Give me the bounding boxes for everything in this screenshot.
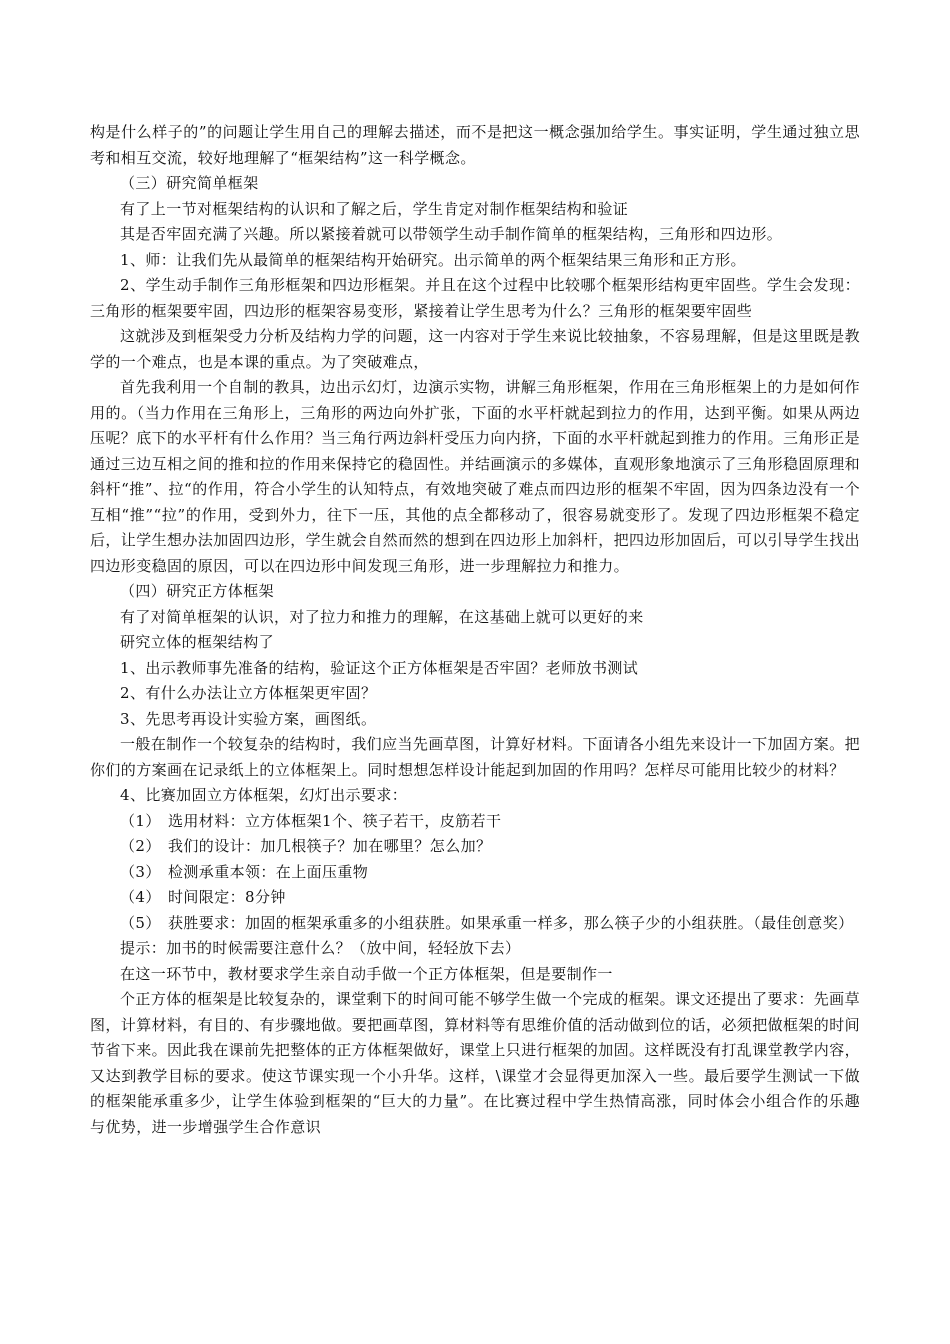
requirement-item	[90, 860, 860, 886]
paragraph: 1、师：让我们先从最简单的框架结构开始研究。出示简单的两个框架结果三角形和正方形。	[120, 250, 746, 269]
item-text: 获胜要求：加固的框架承重多的小组获胜。如果承重一样多，那么筷子少的小组获胜。（最佳创意奖）	[168, 913, 854, 932]
paragraph: 个正方体的框架是比较复杂的，课堂剩下的时间可能不够学生做一个完成的框架。课文还提出了要求：先画草图，计算材料，有目的、有步骤地做。要把画草图，算材料等有思维价值的活动做到位的话，必须把做框架的时间节省下来。因此我在课前先把整体的正方体框架做好，课堂上只进行框架的加固。这样既没有打乱课堂教学内容，又达到教学目标的要求。使这节课实现一个小升华。这样，\课堂才会显得更加深入一些。最后要学生测试一下做的框架能承重多少，让学生体验到框架的“巨大的力量”。在比赛过程中学生热情高涨，同时体会小组合作的乐趣与优势，进一步增强学生合作意识	[90, 990, 861, 1136]
item-text: 检测承重本领：在上面压重物	[168, 862, 369, 881]
section-heading: （三）研究简单框架	[120, 174, 259, 192]
document-body	[90, 120, 860, 1140]
item-number: （2）	[120, 837, 161, 855]
paragraph: 首先我利用一个自制的教具，边出示幻灯，边演示实物，讲解三角形框架，作用在三角形框架上的力是如何作用的。（当力作用在三角形上，三角形的两边向外扩张，下面的水平杆就起到拉力的作用，达到平衡。如果从两边压呢？底下的水平杆有什么作用？当三角行两边斜杆受压力向内挤，下面的水平杆就起到推力的作用。三角形正是通过三边互相之间的推和拉的作用来保持它的稳固性。并结画演示的多媒体，直观形象地演示了三角形稳固原理和斜杆“推”、拉“的作用，符合小学生的认知特点，有效地突破了难点而四边形的框架不牢固，因为四条边没有一个互相“推”“拉”的作用，受到外力，往下一压，其他的点全都移动了，很容易就变形了。发现了四边形框架不稳定后，让学生想办法加固四边形，学生就会自然而然的想到在四边形上加斜杆，把四边形加固后，可以引导学生找出四边形变稳固的原因，可以在四边形中间发现三角形，进一步理解拉力和推力。	[90, 378, 861, 575]
requirement-item	[90, 834, 860, 860]
item-number: （5）	[120, 913, 161, 932]
paragraph: 有了对简单框架的认识，对了拉力和推力的理解，在这基础上就可以更好的来	[120, 607, 644, 626]
item-number: （4）	[120, 888, 161, 906]
paragraph: 4、比赛加固立方体框架，幻灯出示要求：	[120, 786, 408, 804]
item-text: 选用材料：立方体框架1个、筷子若干，皮筋若干	[168, 811, 502, 830]
paragraph: 构是什么样子的”的问题让学生用自己的理解去描述，而不是把这一概念强加给学生。事实证明，学生通过独立思考和相互交流，较好地理解了“框架结构”这一科学概念。	[90, 123, 860, 167]
section-heading: （四）研究正方体框架	[120, 582, 275, 600]
paragraph: 1、出示教师事先准备的结构，验证这个正方体框架是否牢固？老师放书测试	[120, 658, 639, 677]
paragraph: 这就涉及到框架受力分析及结构力学的问题，这一内容对于学生来说比较抽象，不容易理解，但是这里既是教学的一个难点，也是本课的重点。为了突破难点，	[90, 327, 860, 371]
paragraph: 3、先思考再设计实验方案，画图纸。	[120, 709, 377, 728]
item-number: （3）	[120, 862, 161, 881]
paragraph: 一般在制作一个较复杂的结构时，我们应当先画草图，计算好材料。下面请各小组先来设计一下加固方案。把你们的方案画在记录纸上的立体框架上。同时想想怎样设计能起到加固的作用吗？怎样尽可能用比较少的材料？	[90, 735, 860, 779]
paragraph: 在这一环节中，教材要求学生亲自动手做一个正方体框架，但是要制作一	[120, 964, 613, 983]
paragraph: 提示：加书的时候需要注意什么？（放中间，轻轻放下去）	[120, 939, 521, 957]
paragraph: 2、学生动手制作三角形框架和四边形框架。并且在这个过程中比较哪个框架形结构更牢固些。学生会发现：三角形的框架要牢固，四边形的框架容易变形，紧接着让学生思考为什么？三角形的框架要牢固些	[90, 276, 860, 320]
paragraph: 研究立体的框架结构了	[120, 633, 275, 651]
requirement-item	[90, 885, 860, 911]
item-number: （1）	[120, 811, 161, 830]
requirement-item	[90, 809, 860, 835]
paragraph: 2、有什么办法让立方体框架更牢固？	[120, 684, 377, 702]
requirement-item	[90, 911, 860, 937]
item-text: 我们的设计：加几根筷子？加在哪里？怎么加？	[168, 837, 492, 855]
paragraph: 其是否牢固充满了兴趣。所以紧接着就可以带领学生动手制作简单的框架结构，三角形和四边形。	[120, 225, 783, 243]
item-text: 时间限定：8分钟	[168, 888, 286, 906]
paragraph: 有了上一节对框架结构的认识和了解之后，学生肯定对制作框架结构和验证	[120, 199, 629, 218]
